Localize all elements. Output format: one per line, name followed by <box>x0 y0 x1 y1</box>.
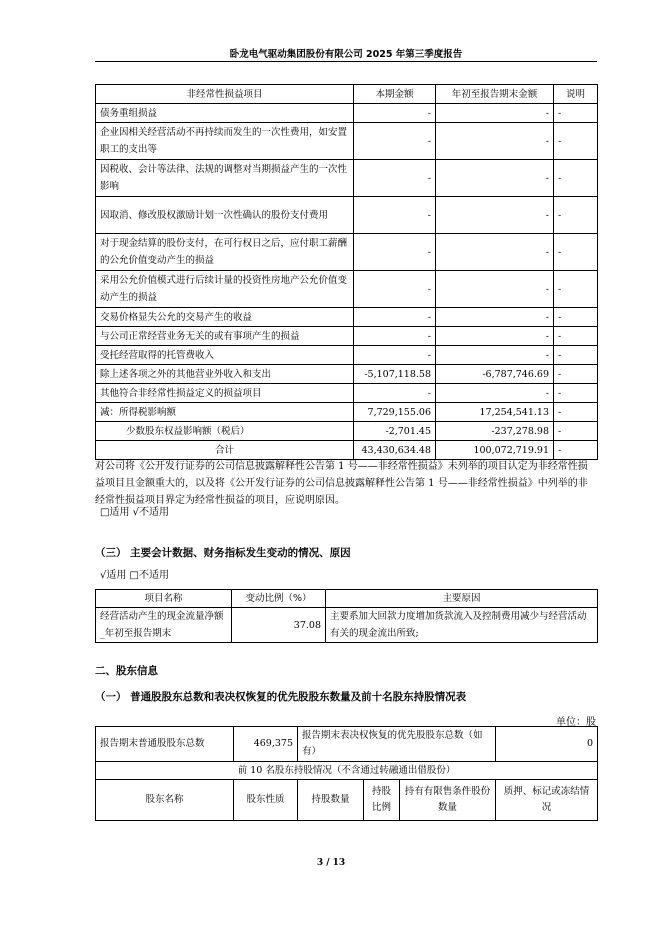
item-name: 经营活动产生的现金流量净额_年初至报告期末 <box>96 608 232 643</box>
col-header: 项目名称 <box>96 590 232 608</box>
amount-cell: - <box>436 384 554 403</box>
item-name: 合计 <box>96 441 354 460</box>
item-name: 因税收、会计等法律、法规的调整对当期损益产生的一次性影响 <box>96 160 354 197</box>
header-rule <box>95 61 597 62</box>
note-cell: - <box>554 234 598 271</box>
note-cell: - <box>554 308 598 327</box>
item-name: 交易价格显失公允的交易产生的收益 <box>96 308 354 327</box>
amount-cell: -6,787,746.69 <box>436 365 554 384</box>
item-name: 因取消、修改股权激励计划一次性确认的股份支付费用 <box>96 197 354 234</box>
table-row <box>96 104 598 123</box>
amount-cell: - <box>354 104 436 123</box>
item-name: 债务重组损益 <box>96 104 354 123</box>
note-cell: - <box>554 160 598 197</box>
item-name: 除上述各项之外的其他营业外收入和支出 <box>96 365 354 384</box>
note-cell: - <box>554 104 598 123</box>
note-cell: - <box>554 327 598 346</box>
note-cell: - <box>554 123 598 160</box>
table-row <box>96 403 598 422</box>
shareholder-table <box>95 726 598 821</box>
table-header-row <box>96 590 598 608</box>
pref-holders-value: 0 <box>496 727 598 762</box>
table-row <box>96 327 598 346</box>
table-row <box>96 234 598 271</box>
shareholder-subheading: （一） 普通股股东总数和表决权恢复的优先股股东数量及前十名股东持股情况表 <box>95 691 467 703</box>
item-name: 少数股东权益影响额（税后） <box>96 422 354 441</box>
amount-cell: - <box>436 234 554 271</box>
amount-cell: - <box>354 308 436 327</box>
note-cell: - <box>554 346 598 365</box>
amount-cell: 7,729,155.06 <box>354 403 436 422</box>
report-header: 卧龙电气驱动集团股份有限公司 2025 年第三季度报告 <box>229 49 463 60</box>
amount-cell: - <box>354 123 436 160</box>
col-header: 股东性质 <box>234 780 298 821</box>
amount-cell: - <box>436 327 554 346</box>
note-cell: - <box>554 384 598 403</box>
explanation-checks: □适用 √不适用 <box>100 507 169 518</box>
amount-cell: - <box>436 271 554 308</box>
amount-cell: - <box>436 197 554 234</box>
item-name: 其他符合非经常性损益定义的损益项目 <box>96 384 354 403</box>
col-header: 持股比例 <box>364 780 400 821</box>
amount-cell: -5,107,118.58 <box>354 365 436 384</box>
shareholder-section-title: 二、股东信息 <box>95 665 158 677</box>
item-name: 企业因相关经营活动不再持续而发生的一次性费用，如安置职工的支出等 <box>96 123 354 160</box>
table-row <box>96 422 598 441</box>
table-row <box>96 346 598 365</box>
table-row <box>96 271 598 308</box>
amount-cell: - <box>436 160 554 197</box>
col-header: 持股数量 <box>298 780 364 821</box>
table-row <box>96 365 598 384</box>
change-ratio: 37.08 <box>232 608 326 643</box>
col-header: 持有有限售条件股份数量 <box>400 780 496 821</box>
amount-cell: - <box>354 346 436 365</box>
col-header: 说明 <box>554 85 598 104</box>
pref-holders-label: 报告期末表决权恢复的优先股股东总数（如有） <box>298 727 496 762</box>
note-cell: - <box>554 422 598 441</box>
table-row <box>96 160 598 197</box>
table-row <box>96 123 598 160</box>
col-header: 变动比例（%） <box>232 590 326 608</box>
change-reason: 主要系加大回款力度增加货款流入及控制费用减少与经营活动有关的现金流出所致; <box>326 608 598 643</box>
total-holders-value: 469,375 <box>234 727 298 762</box>
table-row <box>96 727 598 762</box>
amount-cell: - <box>436 123 554 160</box>
table-header-row <box>96 780 598 821</box>
item-name: 减：所得税影响额 <box>96 403 354 422</box>
item-name: 采用公允价值模式进行后续计量的投资性房地产公允价值变动产生的损益 <box>96 271 354 308</box>
explanation-text: 对公司将《公开发行证券的公司信息披露解释性公告第 1 号——非经常性损益》未列举的项目认定为非经常性损益项目且金额重大的，以及将《公开发行证券的公司信息披露解释性公告第 1 号——非经常性损益》中列举的非经常性损益项目界定为经常性损益的项目，应说明原因。 <box>95 461 588 506</box>
item-name: 与公司正常经营业务无关的或有事项产生的损益 <box>96 327 354 346</box>
table-row <box>96 197 598 234</box>
col-header: 质押、标记或冻结情况 <box>496 780 598 821</box>
table-row <box>96 384 598 403</box>
total-holders-label: 报告期末普通股股东总数 <box>96 727 234 762</box>
col-header: 股东名称 <box>96 780 234 821</box>
table-header-row <box>96 85 598 104</box>
amount-cell: 43,430,634.48 <box>354 441 436 460</box>
amount-cell: - <box>354 197 436 234</box>
note-cell: - <box>554 271 598 308</box>
table-row <box>96 308 598 327</box>
note-cell: - <box>554 197 598 234</box>
section3-checks: √适用 □不适用 <box>100 570 169 581</box>
section3-heading: （三） 主要会计数据、财务指标发生变动的情况、原因 <box>95 547 351 559</box>
item-name: 受托经营取得的托管费收入 <box>96 346 354 365</box>
table-row <box>96 441 598 460</box>
note-cell: - <box>554 441 598 460</box>
table-row <box>96 608 598 643</box>
unit-label: 单位：股 <box>556 717 596 728</box>
amount-cell: - <box>436 308 554 327</box>
amount-cell: 100,072,719.91 <box>436 441 554 460</box>
amount-cell: - <box>436 104 554 123</box>
item-name: 对于现金结算的股份支付，在可行权日之后，应付职工薪酬的公允价值变动产生的损益 <box>96 234 354 271</box>
col-header: 非经常性损益项目 <box>96 85 354 104</box>
amount-cell: - <box>354 271 436 308</box>
amount-cell: - <box>354 327 436 346</box>
nonrecurring-table <box>95 84 598 460</box>
col-header: 本期金额 <box>354 85 436 104</box>
note-cell: - <box>554 403 598 422</box>
change-table <box>95 589 598 643</box>
table-row <box>96 762 598 780</box>
col-header: 主要原因 <box>326 590 598 608</box>
note-cell: - <box>554 365 598 384</box>
amount-cell: -237,278.98 <box>436 422 554 441</box>
top10-title: 前 10 名股东持股情况（不含通过转融通出借股份） <box>96 762 598 780</box>
amount-cell: - <box>436 346 554 365</box>
amount-cell: 17,254,541.13 <box>436 403 554 422</box>
amount-cell: -2,701.45 <box>354 422 436 441</box>
amount-cell: - <box>354 160 436 197</box>
col-header: 年初至报告期末金额 <box>436 85 554 104</box>
amount-cell: - <box>354 234 436 271</box>
amount-cell: - <box>354 384 436 403</box>
page-number: 3 / 13 <box>316 858 346 868</box>
